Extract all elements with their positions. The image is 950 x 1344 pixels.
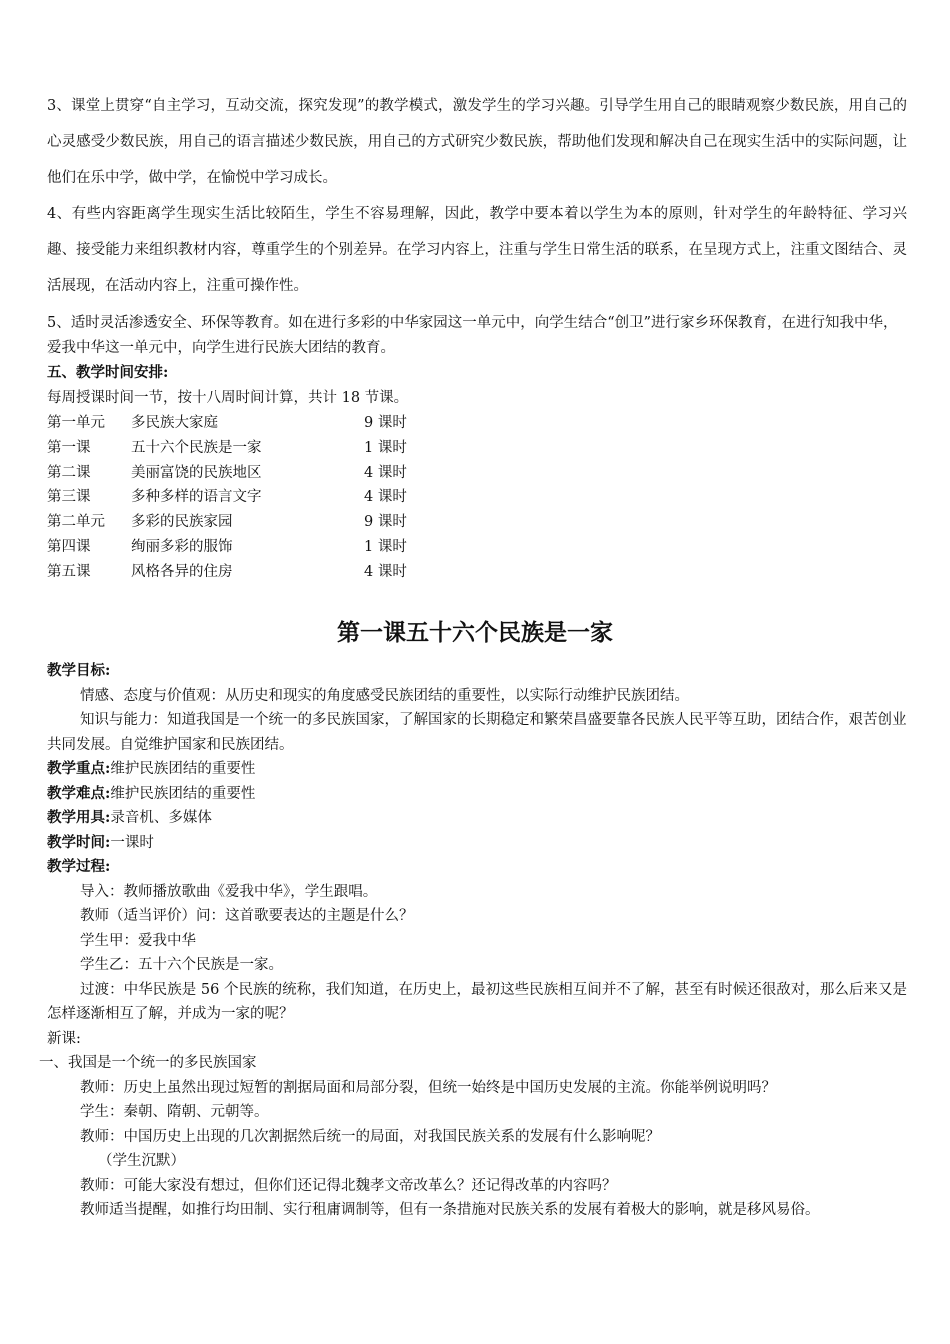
dialog-line: 教师：中国历史上出现的几次割据然后统一的局面，对我国民族关系的发展有什么影响呢？	[80, 1128, 660, 1145]
dialog-line: 学生：秦朝、隋朝、元朝等。	[80, 1104, 269, 1120]
schedule-unit: 第四课	[47, 538, 91, 555]
key-value: 维护民族团结的重要性	[110, 761, 256, 777]
schedule-hours: 1 课时	[364, 538, 407, 555]
time-label: 教学时间:	[47, 833, 111, 851]
schedule-hours: 9 课时	[364, 514, 407, 531]
schedule-row	[47, 510, 547, 535]
schedule-row	[47, 535, 547, 560]
schedule-hours: 4 课时	[364, 489, 407, 506]
schedule-row	[47, 461, 547, 486]
schedule-name: 多民族大家庭	[131, 415, 218, 431]
schedule-row	[47, 485, 547, 510]
tools-value: 录音机、多媒体	[110, 810, 212, 826]
intro-paragraph-4: 4、有些内容距离学生现实生活比较陌生，学生不容易理解，因此，教学中要本着以学生为本的原则，针对学生的年龄特征、学习兴趣、接受能力来组织教材内容，尊重学生的个别差异。在学习内容上，注重与学生日常生活的联系，在呈现方式上，注重文图结合、灵活展现，在活动内容上，注重可操作性。	[47, 206, 907, 294]
schedule-unit: 第二单元	[47, 514, 105, 531]
schedule-hours: 4 课时	[364, 464, 407, 481]
schedule-row	[47, 560, 547, 585]
dialog-line: 教师适当提醒，如推行均田制、实行租庸调制等，但有一条措施对民族关系的发展有着极大的影响，就是移风易俗。	[80, 1202, 820, 1218]
process-line: 导入：教师播放歌曲《爱我中华》，学生跟唱。	[80, 883, 378, 900]
section-heading: 一、我国是一个统一的多民族国家	[39, 1055, 257, 1071]
schedule-summary: 每周授课时间一节，按十八周时间计算，共计 18 节课。	[47, 390, 409, 406]
key-label: 教学重点:	[47, 760, 111, 777]
dialog-line: 教师：历史上虽然出现过短暂的割据局面和局部分裂，但统一始终是中国历史发展的主流。你能举例说明吗？	[80, 1079, 776, 1096]
schedule-hours: 9 课时	[364, 415, 407, 431]
tools-label: 教学用具:	[47, 809, 111, 826]
new-lesson-label: 新课:	[47, 1030, 81, 1047]
goal-emotion: 情感、态度与价值观：从历史和现实的角度感受民族团结的重要性，以实际行动维护民族团结。	[80, 687, 689, 704]
dialog-line: 教师：可能大家没有想过，但你们还记得北魏孝文帝改革么？还记得改革的内容吗？	[80, 1177, 617, 1194]
process-line: 学生甲：爱我中华	[80, 932, 196, 949]
key-point	[47, 757, 907, 782]
schedule-unit: 第三课	[47, 489, 91, 506]
student-silence: （学生沉默）	[98, 1153, 185, 1169]
schedule-name: 多彩的民族家园	[131, 514, 233, 531]
difficulty-value: 维护民族团结的重要性	[110, 785, 256, 802]
intro-paragraph-3: 3、课堂上贯穿“自主学习，互动交流，探究发现”的教学模式，激发学生的学习兴趣。引导学生用自己的眼睛观察少数民族，用自己的心灵感受少数民族，用自己的语言描述少数民族，用自己的方式研究少数民族，帮助他们发现和解决自己在现实生活中的实际问题，让他们在乐中学，做中学，在愉悦中学习成长。	[47, 98, 907, 186]
transition-paragraph: 过渡：中华民族是 56 个民族的统称，我们知道，在历史上，最初这些民族相互间并不了解，甚至有时候还很敌对，那么后来又是怎样逐渐相互了解，并成为一家的呢？	[47, 981, 907, 1022]
process-line: 教师（适当评价）问：这首歌要表达的主题是什么？	[80, 908, 414, 924]
schedule-unit: 第二课	[47, 464, 91, 481]
schedule-unit: 第五课	[47, 563, 91, 580]
schedule-heading: 五、教学时间安排:	[47, 364, 169, 381]
tools	[47, 806, 907, 831]
intro-paragraph-5: 5、适时灵活渗透安全、环保等教育。如在进行多彩的中华家园这一单元中，向学生结合“创卫”进行家乡环保教育，在进行知我中华，爱我中华这一单元中，向学生进行民族大团结的教育。	[47, 315, 898, 356]
lesson-body	[39, 659, 907, 1223]
schedule-name: 绚丽多彩的服饰	[131, 538, 233, 555]
schedule-hours: 4 课时	[364, 563, 407, 580]
schedule-unit: 第一单元	[47, 415, 105, 431]
time-value: 一课时	[110, 834, 154, 851]
difficulty	[47, 782, 907, 807]
schedule-name: 五十六个民族是一家	[131, 439, 262, 456]
schedule-unit: 第一课	[47, 439, 91, 456]
process-label: 教学过程:	[47, 858, 111, 875]
process-line: 学生乙：五十六个民族是一家。	[80, 957, 283, 973]
schedule-row	[47, 436, 547, 461]
schedule-name: 多种多样的语言文字	[131, 489, 262, 506]
schedule-table	[47, 411, 547, 585]
difficulty-label: 教学难点:	[47, 784, 111, 802]
schedule-name: 美丽富饶的民族地区	[131, 464, 262, 481]
goal-knowledge: 知识与能力：知道我国是一个统一的多民族国家，了解国家的长期稳定和繁荣昌盛要靠各民族人民平等互助，团结合作，艰苦创业共同发展。自觉维护国家和民族团结。	[47, 712, 907, 753]
schedule-name: 风格各异的住房	[131, 563, 233, 580]
time	[47, 831, 907, 856]
schedule-row	[47, 411, 547, 436]
lesson-title: 第一课五十六个民族是一家	[337, 620, 613, 646]
goal-label: 教学目标:	[47, 662, 111, 679]
schedule-hours: 1 课时	[364, 439, 407, 456]
